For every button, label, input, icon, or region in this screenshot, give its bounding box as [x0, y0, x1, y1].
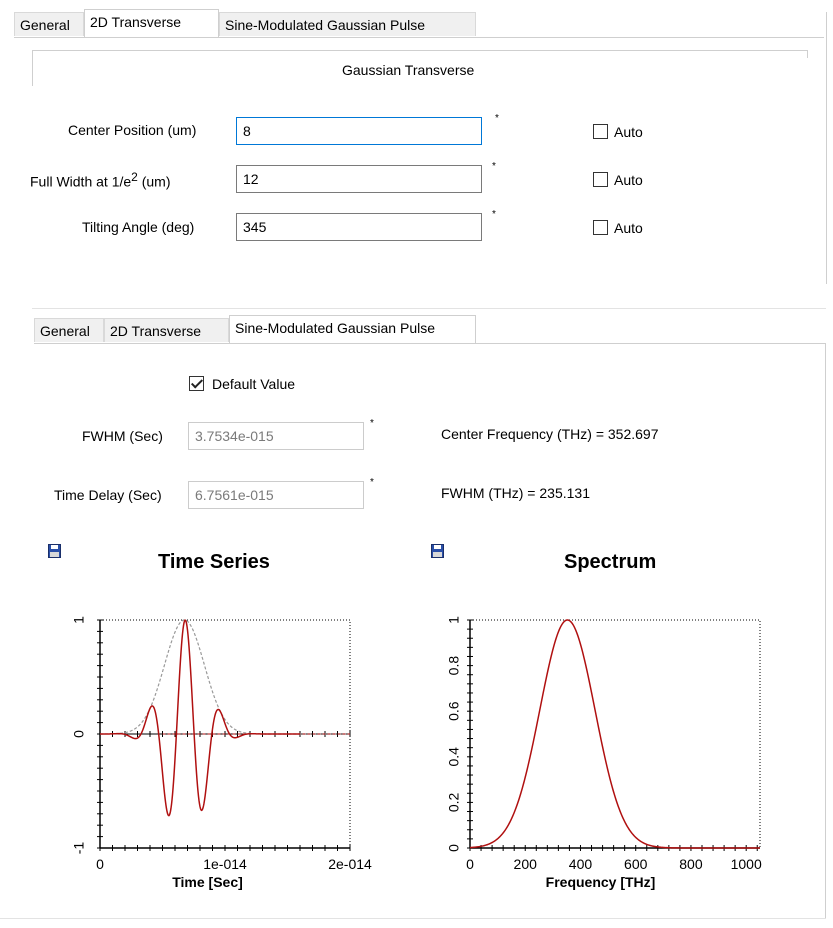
tab-sine-modulated-gaussian-pulse[interactable]: Sine-Modulated Gaussian Pulse: [219, 12, 476, 36]
time-delay-required-mark: *: [370, 477, 374, 488]
fwhm-sec-input[interactable]: [188, 422, 364, 450]
bottom-panel-bottom-edge: [0, 918, 826, 919]
full-width-required-mark: *: [492, 161, 496, 172]
y-tick-label: 0.4: [445, 747, 462, 767]
bottom-tab-divider: [34, 343, 826, 344]
center-position-auto-checkbox[interactable]: [593, 124, 608, 139]
x-tick-label: 0: [96, 856, 104, 872]
tilting-angle-required-mark: *: [492, 209, 496, 220]
x-tick-label: 400: [568, 856, 593, 872]
group-title: Gaussian Transverse: [342, 62, 475, 78]
tab-2d-transverse[interactable]: 2D Transverse: [84, 9, 219, 37]
x-tick-label: 1e-014: [203, 856, 247, 872]
fwhm-thz-readout: FWHM (THz) = 235.131: [441, 485, 590, 501]
full-width-label-unit: (um): [137, 173, 171, 190]
y-tick-label: 0.6: [445, 701, 462, 721]
bottom-tab-general[interactable]: General: [34, 318, 104, 342]
top-tab-bar: [14, 12, 824, 38]
center-frequency-readout: Center Frequency (THz) = 352.697: [441, 426, 659, 442]
tilting-angle-auto-checkbox[interactable]: [593, 220, 608, 235]
x-axis-label: Time [Sec]: [172, 874, 243, 890]
time-delay-input[interactable]: [188, 481, 364, 509]
full-width-label-main: Full Width at 1/e: [30, 173, 132, 190]
x-axis-label: Frequency [THz]: [545, 874, 656, 890]
tab-general[interactable]: General: [14, 12, 84, 36]
envelope-curve: [100, 620, 350, 734]
bottom-tab-2d-transverse[interactable]: 2D Transverse: [104, 318, 229, 342]
full-width-label-sup: 2: [131, 170, 138, 184]
group-box-left: [32, 50, 33, 86]
tilting-angle-input[interactable]: [236, 213, 482, 241]
y-tick-label: 1: [70, 616, 87, 624]
x-tick-label: 1000: [730, 856, 762, 872]
top-tab-divider: [14, 37, 824, 38]
bottom-tab-sine-modulated-gaussian-pulse[interactable]: Sine-Modulated Gaussian Pulse: [229, 315, 476, 343]
fwhm-sec-label: FWHM (Sec): [82, 428, 163, 444]
default-value-checkbox[interactable]: [189, 376, 204, 391]
group-box-top: [32, 50, 808, 51]
default-value-label: Default Value: [212, 376, 296, 392]
full-width-auto-checkbox[interactable]: [593, 172, 608, 187]
full-width-input[interactable]: [236, 165, 482, 193]
tilting-angle-label: Tilting Angle (deg): [82, 219, 195, 235]
y-tick-label: 0.8: [445, 655, 462, 676]
time-series-save-icon[interactable]: [48, 544, 61, 558]
fwhm-required-mark: *: [370, 418, 374, 429]
time-series-title: Time Series: [158, 551, 270, 573]
x-tick-label: 600: [624, 856, 648, 872]
x-tick-label: 200: [513, 856, 537, 872]
group-box-right: [807, 50, 808, 58]
full-width-label: [30, 170, 171, 190]
y-tick-label: 1: [445, 616, 462, 624]
bottom-top-border: [32, 308, 826, 309]
y-tick-label: -1: [70, 841, 87, 855]
center-position-label: Center Position (um): [68, 122, 197, 138]
x-tick-label: 800: [679, 856, 703, 872]
spectrum-curve: [470, 620, 760, 848]
spectrum-title: Spectrum: [564, 551, 657, 573]
bottom-tab-bar: [34, 318, 824, 344]
top-panel-right-edge: [826, 12, 827, 284]
time-delay-label: Time Delay (Sec): [54, 487, 162, 503]
center-position-auto-label: Auto: [614, 124, 643, 140]
full-width-auto-label: Auto: [614, 172, 643, 188]
x-tick-label: 2e-014: [328, 856, 372, 872]
center-position-required-mark: *: [495, 113, 499, 124]
spectrum-chart: [430, 600, 770, 900]
y-tick-label: 0: [445, 844, 462, 852]
tilting-angle-auto-label: Auto: [614, 220, 643, 236]
bottom-panel-right-edge: [825, 343, 826, 918]
y-tick-label: 0.2: [445, 792, 462, 813]
spectrum-save-icon[interactable]: [431, 544, 444, 558]
x-tick-label: 0: [466, 856, 474, 872]
time-series-chart: [40, 600, 380, 900]
y-tick-label: 0: [70, 730, 87, 738]
center-position-input[interactable]: [236, 117, 482, 145]
